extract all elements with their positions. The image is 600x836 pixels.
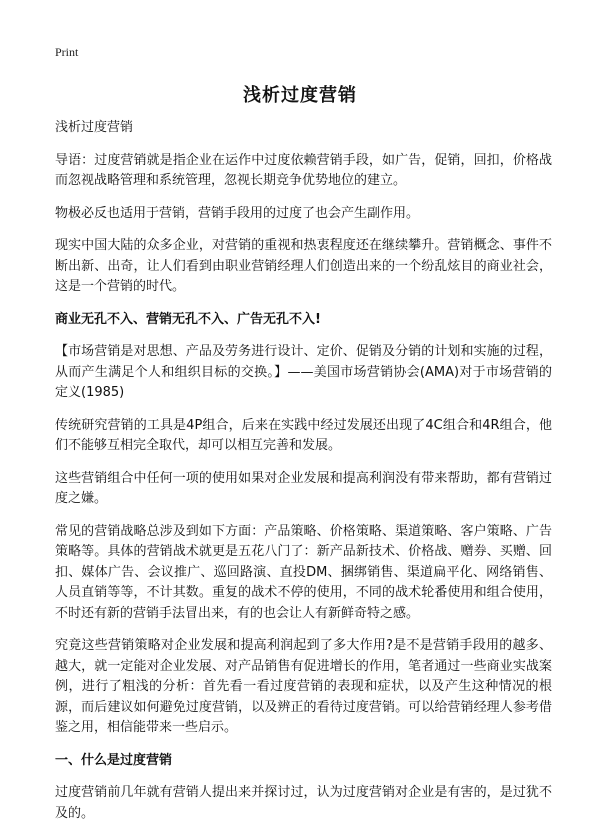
paragraph-9: 过度营销前几年就有营销人提出来并探讨过，认为过度营销对企业是有害的，是过犹不及的。 bbox=[55, 785, 552, 821]
article-subtitle: 浅析过度营销 bbox=[55, 120, 134, 135]
paragraph-5: 传统研究营销的工具是4P组合，后来在实践中经过发展还出现了4C组合和4R组合，他们不能够互相完全取代，却可以相互完善和发展。 bbox=[55, 417, 552, 453]
paragraph-3: 现实中国大陆的众多企业，对营销的重视和热衷程度还在继续攀升。营销概念、事件不断出新、出奇，让人们看到由职业营销经理人们创造出来的一个纷乱炫目的商业社会，这是一个营销的时代。 bbox=[55, 238, 552, 294]
paragraph-2: 物极必反也适用于营销，营销手段用的过度了也会产生副作用。 bbox=[55, 205, 420, 221]
section-heading-2: 一、什么是过度营销 bbox=[55, 752, 173, 768]
paragraph-4: 【市场营销是对思想、产品及劳务进行设计、定价、促销及分销的计划和实施的过程，从而产生满足个人和组织目标的交换。】——美国市场营销协会(AMA)对于市场营销的定义(1985) bbox=[55, 344, 552, 400]
paragraph-7: 常见的营销战略总涉及到如下方面：产品策略、价格策略、渠道策略、客户策略、广告策略等。具体的营销战术就更是五花八门了：新产品新技术、价格战、赠券、买赠、回扣、媒体广告、会议推广、巡回路演、直投DM、捆绑销售、渠道扁平化、网络销售、人员直销等等，不计其数。重复的战术不停的使用，不同的战术轮番使用和组合使用，不时还有新的营销手法冒出来，有的也会让人有新鲜奇特之感。 bbox=[55, 523, 552, 621]
page-title: 浅析过度营销 bbox=[243, 85, 357, 106]
paragraph-8: 究竟这些营销策略对企业发展和提高利润起到了多大作用?是不是营销手段用的越多、越大，就一定能对企业发展、对产品销售有促进增长的作用，笔者通过一些商业实战案例，进行了粗浅的分析：首先看一看过度营销的表现和症状，以及产生这种情况的根源，而后建议如何避免过度营销，以及辨正的看待过度营销。可以给营销经理人参考借鉴之用，相信能带来一些启示。 bbox=[55, 638, 552, 735]
section-heading-1: 商业无孔不入、营销无孔不入、广告无孔不入! bbox=[55, 311, 321, 327]
article-body bbox=[55, 118, 552, 836]
print-label: Print bbox=[55, 45, 79, 59]
paragraph-intro: 导语：过度营销就是指企业在运作中过度依赖营销手段，如广告，促销，回扣，价格战而忽视战略管理和系统管理，忽视长期竞争优势地位的建立。 bbox=[55, 152, 552, 188]
paragraph-6: 这些营销组合中任何一项的使用如果对企业发展和提高利润没有带来帮助，都有营销过度之嫌。 bbox=[55, 470, 552, 506]
